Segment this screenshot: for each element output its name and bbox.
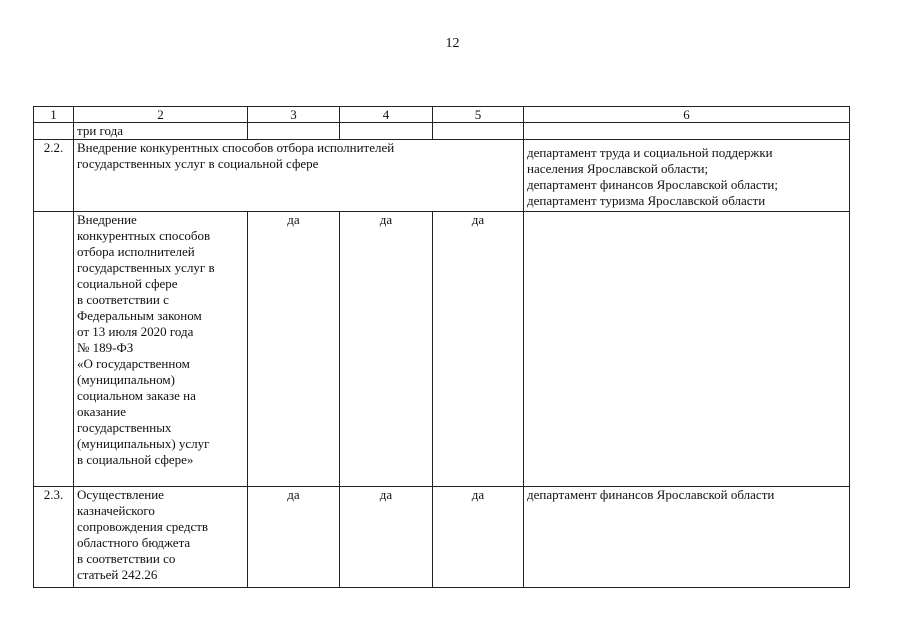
column-header-1: 1 — [34, 107, 74, 123]
column-header-3: 3 — [248, 107, 340, 123]
table-row-2-3 — [34, 487, 850, 588]
plan-table — [33, 106, 850, 588]
page-number: 12 — [445, 36, 460, 51]
row-col3: да — [248, 487, 340, 588]
row-number — [34, 212, 74, 487]
row-col5: да — [433, 212, 524, 487]
row-col4: да — [340, 212, 433, 487]
row-text: Внедрение конкурентных способов отбора исполнителей государственных услуг в социальной сфере в соответствии с Федеральным законом от 13 июля 2020 года № 189-ФЗ «О государственном (муниципальном) социальном заказе на оказание государственных (муниципальных) услуг в социальной сфере» — [74, 212, 248, 487]
row-col4: да — [340, 487, 433, 588]
row-number: 2.2. — [34, 140, 74, 212]
row-text: Осуществление казначейского сопровождения средств областного бюджета в соответствии со статьей 242.26 — [74, 487, 248, 588]
table-row-2-2-sub — [34, 212, 850, 487]
table-header-row — [34, 107, 850, 123]
row-col5 — [433, 123, 524, 140]
row-col4 — [340, 123, 433, 140]
column-header-5: 5 — [433, 107, 524, 123]
row-col3 — [248, 123, 340, 140]
table-row-2-2 — [34, 140, 850, 212]
table-row-continuation — [34, 123, 850, 140]
column-header-4: 4 — [340, 107, 433, 123]
row-text: три года — [74, 123, 248, 140]
row-number — [34, 123, 74, 140]
column-header-6: 6 — [524, 107, 850, 123]
column-header-2: 2 — [74, 107, 248, 123]
row-col6 — [524, 212, 850, 487]
row-col5: да — [433, 487, 524, 588]
row-number: 2.3. — [34, 487, 74, 588]
row-col3: да — [248, 212, 340, 487]
row-responsible: департамент финансов Ярославской области — [524, 487, 850, 588]
row-col6 — [524, 123, 850, 140]
row-responsible: департамент труда и социальной поддержки населения Ярославской области; департамент финансов Ярославской области; департамент туризма Ярославской области — [524, 140, 850, 212]
row-text: Внедрение конкурентных способов отбора исполнителей государственных услуг в социальной сфере — [74, 140, 524, 212]
